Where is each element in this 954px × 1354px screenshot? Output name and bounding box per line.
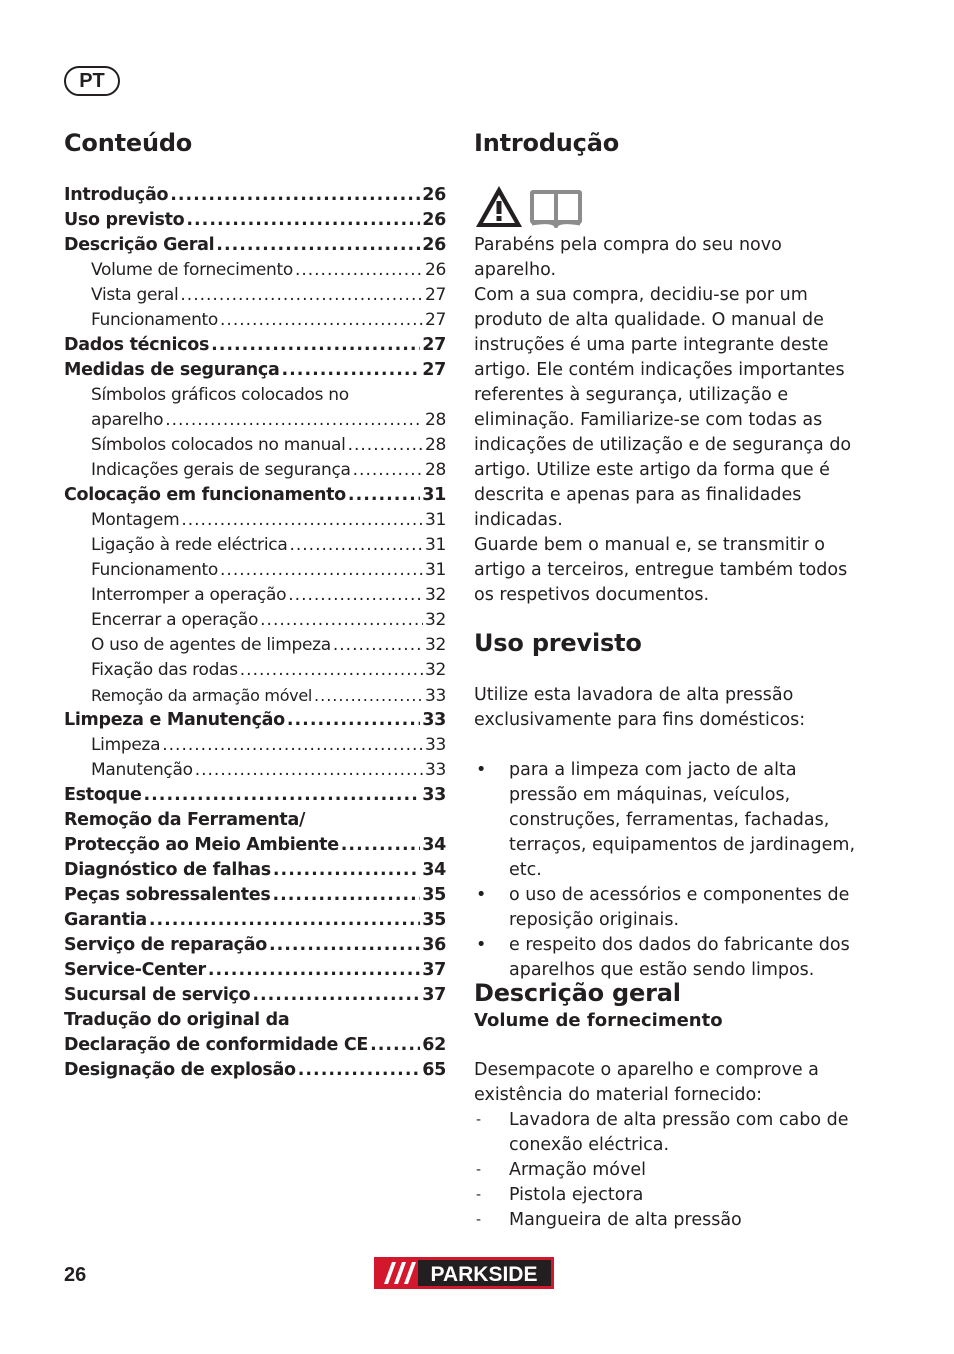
toc-entry[interactable]: Garantia ..... 35: [64, 908, 446, 933]
intended-use-title: Uso previsto: [474, 629, 642, 657]
toc-entry[interactable]: Diagnóstico de falhas ..... 34: [64, 858, 446, 883]
toc-entry[interactable]: Declaração de conformidade CE ..... 62: [64, 1033, 446, 1058]
language-badge: PT: [64, 66, 120, 96]
toc-subentry[interactable]: Limpeza ..... 33: [64, 733, 446, 758]
toc-entry[interactable]: Peças sobressalentes ..... 35: [64, 883, 446, 908]
toc-subentry[interactable]: Encerrar a operação ..... 32: [64, 608, 446, 633]
toc-subentry[interactable]: Vista geral ..... 27: [64, 283, 446, 308]
list-item: - Mangueira de alta pressão: [474, 1208, 860, 1233]
toc-entry[interactable]: Designação de explosão ..... 65: [64, 1058, 446, 1083]
brand-name: PARKSIDE: [430, 1263, 538, 1286]
toc-entry[interactable]: Remoção da Ferramenta/: [64, 810, 306, 830]
intro-text: [474, 233, 860, 608]
toc-entry[interactable]: Serviço de reparação ..... 36: [64, 933, 446, 958]
toc-subentry[interactable]: Símbolos gráficos colocados no: [91, 385, 349, 405]
toc-subentry[interactable]: Indicações gerais de segurança ..... 28: [64, 458, 446, 483]
list-item: - Pistola ejectora: [474, 1183, 860, 1208]
toc-subentry[interactable]: Interromper a operação ..... 32: [64, 583, 446, 608]
toc-subentry[interactable]: aparelho ..... 28: [64, 408, 446, 433]
warning-triangle-icon: [476, 186, 522, 227]
table-of-contents: [64, 183, 446, 1083]
toc-entry[interactable]: Medidas de segurança ..... 27: [64, 358, 446, 383]
intended-use-list: [474, 758, 860, 983]
intro-icons: [474, 184, 584, 230]
toc-subentry[interactable]: Fixação das rodas ..... 32: [64, 658, 446, 683]
toc-subentry[interactable]: Manutenção ..... 33: [64, 758, 446, 783]
toc-entry[interactable]: Introdução ..... 26: [64, 183, 446, 208]
toc-entry[interactable]: Sucursal de serviço ..... 37: [64, 983, 446, 1008]
toc-subentry[interactable]: Remoção da armação móvel ..... 33: [64, 683, 446, 708]
toc-subentry[interactable]: Símbolos colocados no manual ..... 28: [64, 433, 446, 458]
scope-of-delivery-title: Volume de fornecimento: [474, 1010, 723, 1031]
toc-entry[interactable]: Estoque ..... 33: [64, 783, 446, 808]
description-title: Descrição geral: [474, 979, 681, 1007]
toc-subentry[interactable]: O uso de agentes de limpeza ..... 32: [64, 633, 446, 658]
toc-entry[interactable]: Uso previsto ..... 26: [64, 208, 446, 233]
scope-of-delivery-list: [474, 1108, 860, 1233]
toc-subentry[interactable]: Funcionamento ..... 27: [64, 308, 446, 333]
intro-title: Introdução: [474, 129, 619, 157]
toc-entry[interactable]: Descrição Geral ..... 26: [64, 233, 446, 258]
toc-subentry[interactable]: Funcionamento ..... 31: [64, 558, 446, 583]
list-item: - Armação móvel: [474, 1158, 860, 1183]
toc-subentry[interactable]: Montagem ..... 31: [64, 508, 446, 533]
parkside-logo: [374, 1257, 554, 1289]
intro-paragraph: Guarde bem o manual e, se transmitir o artigo a terceiros, entregue também todos os respetivos documentos.: [474, 535, 848, 605]
toc-subentry[interactable]: Volume de fornecimento ..... 26: [64, 258, 446, 283]
scope-of-delivery-text: Desempacote o aparelho e comprove a existência do material fornecido:: [474, 1060, 819, 1105]
page-number: 26: [64, 1264, 87, 1286]
intended-use-text: Utilize esta lavadora de alta pressão exclusivamente para fins domésticos:: [474, 685, 806, 730]
list-item: • o uso de acessórios e componentes de reposição originais.: [474, 883, 860, 933]
list-item: • para a limpeza com jacto de alta pressão em máquinas, veículos, construções, ferramentas, fachadas, terraços, equipamentos de jardinagem, etc.: [474, 758, 860, 883]
intro-paragraph: Parabéns pela compra do seu novo aparelho.: [474, 235, 782, 280]
toc-entry[interactable]: Service-Center ..... 37: [64, 958, 446, 983]
toc-title: Conteúdo: [64, 129, 193, 157]
list-item: - Lavadora de alta pressão com cabo de conexão eléctrica.: [474, 1108, 860, 1158]
toc-entry[interactable]: Colocação em funcionamento ..... 31: [64, 483, 446, 508]
toc-entry[interactable]: Dados técnicos ..... 27: [64, 333, 446, 358]
toc-entry[interactable]: Tradução do original da: [64, 1010, 290, 1030]
intro-paragraph: Com a sua compra, decidiu-se por um produto de alta qualidade. O manual de instruções é uma parte integrante deste artigo. Ele contém indicações importantes referentes à segurança, utilização e eliminação. Familiarize-se com todas as indicações de utilização e de segurança do artigo. Utilize este artigo da forma que é descrita e apenas para as finalidades indicadas.: [474, 285, 852, 530]
manual-book-icon: [530, 190, 582, 228]
toc-entry[interactable]: Protecção ao Meio Ambiente ..... 34: [64, 833, 446, 858]
toc-subentry[interactable]: Ligação à rede eléctrica ..... 31: [64, 533, 446, 558]
list-item: • e respeito dos dados do fabricante dos aparelhos que estão sendo limpos.: [474, 933, 860, 983]
toc-entry[interactable]: Limpeza e Manutenção ..... 33: [64, 708, 446, 733]
